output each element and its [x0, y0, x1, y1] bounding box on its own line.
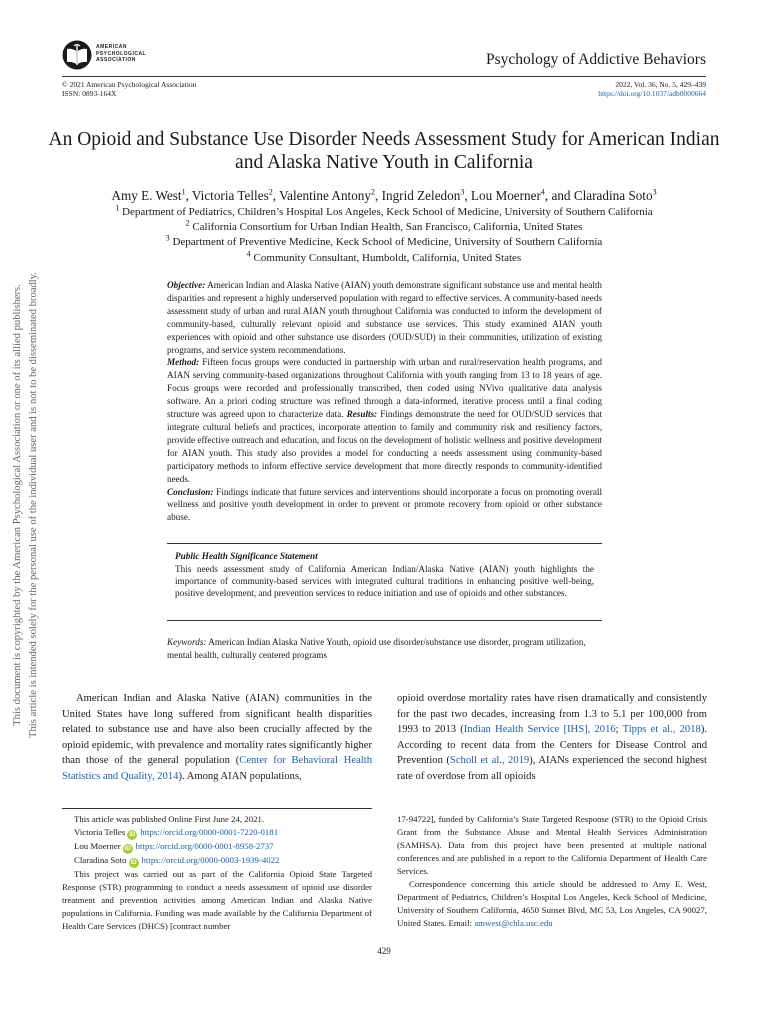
apa-logo-line: AMERICAN	[96, 44, 127, 50]
doi-link[interactable]: https://doi.org/10.1037/adb0000664	[598, 89, 706, 98]
affiliation-list	[40, 205, 728, 266]
orcid-line	[62, 840, 372, 854]
apa-logo-text	[96, 44, 146, 64]
footnotes-right	[397, 813, 707, 930]
footnotes-left	[62, 813, 372, 933]
orcid-line	[62, 826, 372, 840]
author-affiliation-mark: 3	[652, 187, 657, 197]
publication-note: This article was published Online First June 24, 2021.	[74, 814, 265, 824]
journal-name: Psychology of Addictive Behaviors	[486, 51, 706, 68]
side-copyright-notice	[10, 270, 46, 740]
author-affiliation-mark: 2	[268, 187, 273, 197]
affiliation-number: 3	[165, 233, 170, 243]
keywords	[167, 636, 602, 662]
author-name: Victoria Telles	[191, 188, 269, 203]
abstract-objective: American Indian and Alaska Native (AIAN) youth demonstrate significant substance use and mental health disparities and represent a highly underserved population with regard to effective services. A community-based needs assessment study of urban and rural AIAN youth throughout California was conducted to inform the development of community-based, culturally relevant opioid and substance use services. This study examined AIAN youth experiences with opioid and other substance use disorders (OUD/SUD) in their communities, utilization of existing programs, and service system recommendations.	[167, 280, 602, 355]
affiliation-line	[40, 205, 728, 220]
funding-note: This project was carried out as part of the California Opioid State Targeted Response (STR) programming to conduct a needs assessment of opioid use disorder treatment and prevention activities among American Indian and Alaska Native populations in California. Funding was made available by the California Department of Health Care Services (DHCS) [contract number	[62, 869, 372, 931]
orcid-author-name: Lou Moerner	[74, 841, 121, 851]
affiliation-line	[40, 235, 728, 250]
orcid-link[interactable]: https://orcid.org/0000-0001-8958-2737	[135, 841, 274, 851]
abstract-results: Findings demonstrate the need for OUD/SUD services that integrate cultural beliefs and practices, incorporate attention to family and community risk and resiliency factors, provide effective outreach and education, and focus on the development of holistic wellness and positive development for AIAN youth. This study also provides a model for conducting a needs assessment using community-based participatory methods to inform effective service development that more directly responds to community-identified needs.	[167, 409, 602, 484]
body-text: ;	[615, 724, 623, 735]
author-affiliation-mark: 4	[540, 187, 545, 197]
orcid-icon: iD	[129, 832, 136, 838]
orcid-author-name: Victoria Telles	[74, 827, 126, 837]
affiliation-number: 4	[246, 248, 251, 258]
body-text: ). According to recent data from the Centers for Disease Control and Prevention (	[397, 724, 707, 766]
abstract-conclusion-label: Conclusion:	[167, 486, 214, 497]
author-name: Claradina Soto	[573, 188, 653, 203]
abstract-conclusion: Findings indicate that future services and interventions should incorporate a focus on promoting overall wellness and positive youth development in order to prevent or promote recovery from opioid or other substance abuse.	[167, 486, 603, 523]
affiliation-text: Community Consultant, Humboldt, California, United States	[253, 251, 522, 264]
abstract	[167, 279, 602, 524]
abstract-results-label: Results:	[346, 409, 378, 420]
citation-block	[598, 80, 706, 98]
orcid-line	[62, 854, 372, 868]
email-link[interactable]: amwest@chla.usc.edu	[474, 918, 553, 928]
abstract-method-label: Method:	[167, 357, 200, 368]
affiliation-number: 2	[185, 218, 190, 228]
apa-logo-line: ASSOCIATION	[96, 57, 136, 63]
author-name: Valentine Antony	[279, 188, 371, 203]
affiliation-text: Department of Preventive Medicine, Keck School of Medicine, University of Southern California	[172, 236, 603, 249]
citation-link[interactable]: Tipps et al., 2018	[622, 724, 701, 735]
keywords-label: Keywords:	[167, 637, 207, 647]
affiliation-number: 1	[115, 203, 120, 213]
orcid-icon: iD	[130, 860, 137, 866]
orcid-icon: iD	[124, 846, 131, 852]
affiliation-line	[40, 248, 728, 266]
copyright-block	[62, 80, 196, 98]
orcid-author-name: Claradina Soto	[74, 855, 127, 865]
body-column-left	[62, 691, 372, 784]
correspondence-text: Correspondence concerning this article should be addressed to Amy E. West, Department of Pediatrics, Children’s Hospital Los Angeles, Keck School of Medicine, University of Southern California, 4650 Sunset Blvd, MC 53, Los Angeles, CA 90027, United States. Email:	[397, 879, 707, 928]
affiliation-text: California Consortium for Urban Indian Health, San Francisco, California, United States	[192, 221, 583, 234]
body-column-right	[397, 691, 707, 784]
header-divider	[62, 76, 706, 77]
body-text: ). Among AIAN populations,	[178, 770, 302, 782]
apa-logo-line: PSYCHOLOGICAL	[96, 50, 147, 57]
author-affiliation-mark: 2	[371, 187, 375, 197]
side-notice-line: This document is copyrighted by the American Psychological Association or one of its allied publishers.	[12, 284, 23, 726]
public-health-heading: Public Health Significance Statement	[175, 551, 318, 561]
citation-link[interactable]: Scholl et al., 2019	[449, 755, 530, 766]
side-notice-rotated	[10, 270, 42, 740]
author-affiliation-mark: 3	[460, 187, 465, 197]
affiliation-text: Department of Pediatrics, Children’s Hospital Los Angeles, Keck School of Medicine, University of Southern California	[122, 206, 653, 218]
issn-text: ISSN: 0893-164X	[62, 89, 117, 98]
author-name: Amy E. West	[111, 188, 182, 203]
body-text: opioid overdose mortality rates have risen dramatically and consistently for the past two decades, increasing from 1.3 to 5.1 per 100,000 from 1993 to 2013 (	[397, 693, 707, 735]
copyright-text: © 2021 American Psychological Association	[62, 80, 197, 89]
citation-link[interactable]: Indian Health Service [IHS], 2016	[463, 724, 616, 735]
abstract-method: Fifteen focus groups were conducted in partnership with urban and rural/reservation health programs, and AIAN serving community-based organizations throughout California with youth ranging from 13 to 18 years of age. Focus groups were recorded and professionally transcribed, then coded using NVivo qualitative data analysis software. An a priori coding structure was refined through a data-informed, iterative process until a final coding structure was agreed upon to characterize data.	[167, 357, 602, 420]
author-list: Amy E. West$^1$, Victoria Telles$^2$, Valentine Antony$^2$, Ingrid Zeledon$^3$, Lou Moerner$^4$, and Claradina Soto$^3$	[111, 187, 657, 203]
author-name: Ingrid Zeledon	[381, 188, 461, 203]
orcid-link[interactable]: https://orcid.org/0000-0003-1939-4022	[141, 855, 280, 865]
affiliation-line	[40, 220, 728, 235]
side-notice-line: This article is intended solely for the personal use of the individual user and is not to be disseminated broadly.	[28, 272, 39, 738]
page-number: 429	[377, 946, 391, 956]
orcid-link[interactable]: https://orcid.org/0000-0001-7220-0181	[140, 827, 279, 837]
article-title: An Opioid and Substance Use Disorder Needs Assessment Study for American Indian and Alaska Native Youth in California	[48, 129, 720, 173]
author-affiliation-mark: 1	[181, 187, 186, 197]
funding-note-continued: 17-94722], funded by California’s State Targeted Response (STR) to the Opioid Crisis Grant from the Substance Abuse and Mental Health Services Administration (SAMHSA). Data from this project have been presented at multiple national conferences and are published in a report to the California Department of Health Care Services.	[397, 814, 707, 876]
public-health-significance-box	[167, 543, 602, 621]
author-name: Lou Moerner	[470, 188, 541, 203]
correspondence-note	[397, 878, 707, 930]
footnote-divider	[62, 808, 372, 809]
keywords-text: American Indian Alaska Native Youth, opioid use disorder/substance use disorder, program utilization, mental health, culturally centered programs	[167, 637, 586, 660]
citation-text: 2022, Vol. 36, No. 5, 429–439	[615, 80, 706, 89]
body-text: ), AIANs experienced the second highest rate of overdose from all opioids	[397, 755, 707, 782]
body-text: American Indian and Alaska Native (AIAN) communities in the United States have long suffered from significant health disparities related to substance use and have also been crucially affected by the opioid epidemic, with prevalence and mortality rates significantly higher than those of the general population (	[62, 693, 372, 766]
citation-link[interactable]: Center for Behavioral Health Statistics and Quality, 2014	[62, 755, 372, 782]
apa-logo-icon	[62, 40, 92, 70]
public-health-text: This needs assessment study of California American Indian/Alaska Native (AIAN) youth highlights the importance of community-based services with integrated cultural traditions in enhancing positive well-being, positive development, and prevention services to reduce initiation and use of opioids and other substances.	[175, 563, 594, 599]
abstract-objective-label: Objective:	[167, 280, 206, 290]
